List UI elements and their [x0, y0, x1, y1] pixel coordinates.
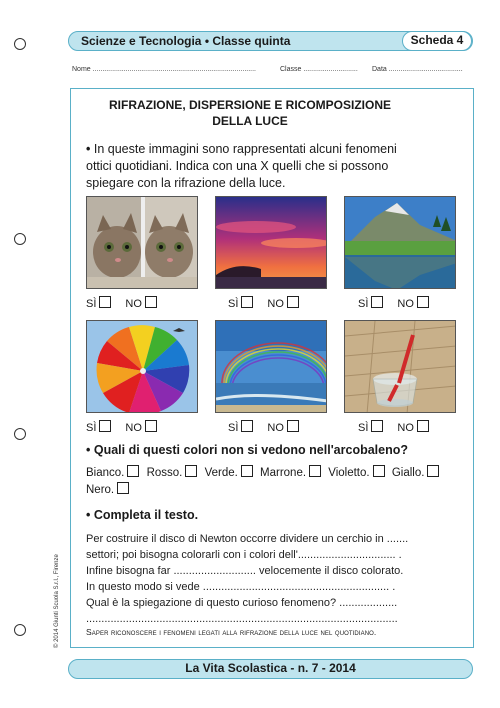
question-1-line1: In queste immagini sono rappresentati alcuni fenomeni: [93, 142, 397, 156]
binder-hole-2: [14, 233, 26, 245]
color-option-label: Rosso.: [146, 467, 183, 479]
sunset-image: [215, 196, 327, 289]
color-checkbox[interactable]: [185, 465, 197, 477]
no-checkbox[interactable]: [417, 420, 429, 432]
yes-checkbox[interactable]: [371, 420, 383, 432]
yes-checkbox[interactable]: [99, 420, 111, 432]
question-3: [86, 507, 198, 524]
no-label: NO: [397, 298, 414, 310]
choice-row-1c: [358, 296, 443, 310]
worksheet-title-line1: RIFRAZIONE, DISPERSIONE E RICOMPOSIZIONE: [108, 98, 392, 112]
yes-checkbox[interactable]: [241, 296, 253, 308]
binder-hole-4: [14, 624, 26, 636]
no-label: NO: [267, 422, 284, 434]
yes-checkbox[interactable]: [371, 296, 383, 308]
sheet-number: Scheda 4: [402, 31, 472, 51]
color-checkbox[interactable]: [427, 465, 439, 477]
binder-hole-3: [14, 428, 26, 440]
question-1: [86, 141, 397, 192]
no-checkbox[interactable]: [145, 420, 157, 432]
no-label: NO: [397, 422, 414, 434]
color-option-label: Verde.: [204, 467, 238, 479]
question-2: [86, 442, 408, 459]
color-option-label: Giallo.: [391, 467, 425, 479]
color-option-label: Violetto.: [328, 467, 370, 479]
bullet-icon: •: [86, 443, 91, 457]
copyright-notice: © 2014 Giunti Scuola S.r.l., Firenze: [54, 554, 60, 648]
yes-label: SÌ: [358, 422, 369, 434]
footer-bar: La Vita Scolastica - n. 7 - 2014: [68, 659, 473, 679]
learning-goal: Saper riconoscere i fenomeni legati alla rifrazione della luce nel quotidiano.: [86, 627, 377, 637]
yes-label: SÌ: [86, 298, 97, 310]
yes-label: SÌ: [228, 422, 239, 434]
question-1-line2: ottici quotidiani. Indica con una X quelli che si possono: [86, 159, 389, 173]
bullet-icon: •: [86, 508, 91, 522]
color-checkbox[interactable]: [241, 465, 253, 477]
yes-label: SÌ: [86, 422, 97, 434]
paragraph-line[interactable]: Infine bisogna far ........................... velocemente il disco colorato.: [86, 565, 404, 577]
no-label: NO: [267, 298, 284, 310]
question-1-line3: spiegare con la rifrazione della luce.: [86, 176, 286, 190]
no-checkbox[interactable]: [287, 420, 299, 432]
color-checkbox[interactable]: [117, 482, 129, 494]
choice-row-2a: [86, 420, 171, 434]
subject-label: Scienze e Tecnologia • Classe quinta: [81, 34, 291, 48]
no-label: NO: [125, 298, 142, 310]
header-bar: [68, 31, 473, 51]
choice-row-2c: [358, 420, 443, 434]
color-option-label: Bianco.: [86, 467, 125, 479]
color-option-label: Nero.: [86, 484, 115, 496]
worksheet-title-line2: DELLA LUCE: [212, 114, 288, 128]
yes-label: SÌ: [228, 298, 239, 310]
paragraph-line[interactable]: ......................................................................................................: [86, 613, 398, 625]
choice-row-1a: [86, 296, 171, 310]
choice-row-2b: [228, 420, 313, 434]
yes-checkbox[interactable]: [99, 296, 111, 308]
bullet-icon: •: [86, 142, 91, 156]
no-label: NO: [125, 422, 142, 434]
class-field[interactable]: Classe ............................: [280, 66, 358, 73]
paragraph-line[interactable]: In questo modo si vede ............................................................. .: [86, 581, 396, 593]
glass-straw-image: [344, 320, 456, 413]
mountain-lake-image: [344, 196, 456, 289]
kitten-mirror-image: [86, 196, 198, 289]
fill-in-paragraph: [86, 531, 471, 627]
date-field[interactable]: Data ......................................: [372, 66, 463, 73]
paragraph-line[interactable]: Per costruire il disco di Newton occorre dividere un cerchio in .......: [86, 533, 409, 545]
umbrella-image: [86, 320, 198, 413]
rainbow-image: [215, 320, 327, 413]
choice-row-1b: [228, 296, 313, 310]
no-checkbox[interactable]: [145, 296, 157, 308]
color-options: [86, 465, 466, 499]
question-2-text: Quali di questi colori non si vedono nell'arcobaleno?: [93, 443, 408, 457]
question-3-text: Completa il testo.: [93, 508, 199, 522]
no-checkbox[interactable]: [287, 296, 299, 308]
yes-label: SÌ: [358, 298, 369, 310]
paragraph-line[interactable]: settori; poi bisogna colorarli con i colori dell'................................ .: [86, 549, 402, 561]
paragraph-line[interactable]: Qual è la spiegazione di questo curioso fenomeno? ...................: [86, 597, 398, 609]
color-checkbox[interactable]: [127, 465, 139, 477]
color-checkbox[interactable]: [373, 465, 385, 477]
binder-hole-1: [14, 38, 26, 50]
yes-checkbox[interactable]: [241, 420, 253, 432]
name-field[interactable]: Nome ....................................................................................: [72, 66, 256, 73]
no-checkbox[interactable]: [417, 296, 429, 308]
color-option-label: Marrone.: [260, 467, 307, 479]
color-checkbox[interactable]: [309, 465, 321, 477]
